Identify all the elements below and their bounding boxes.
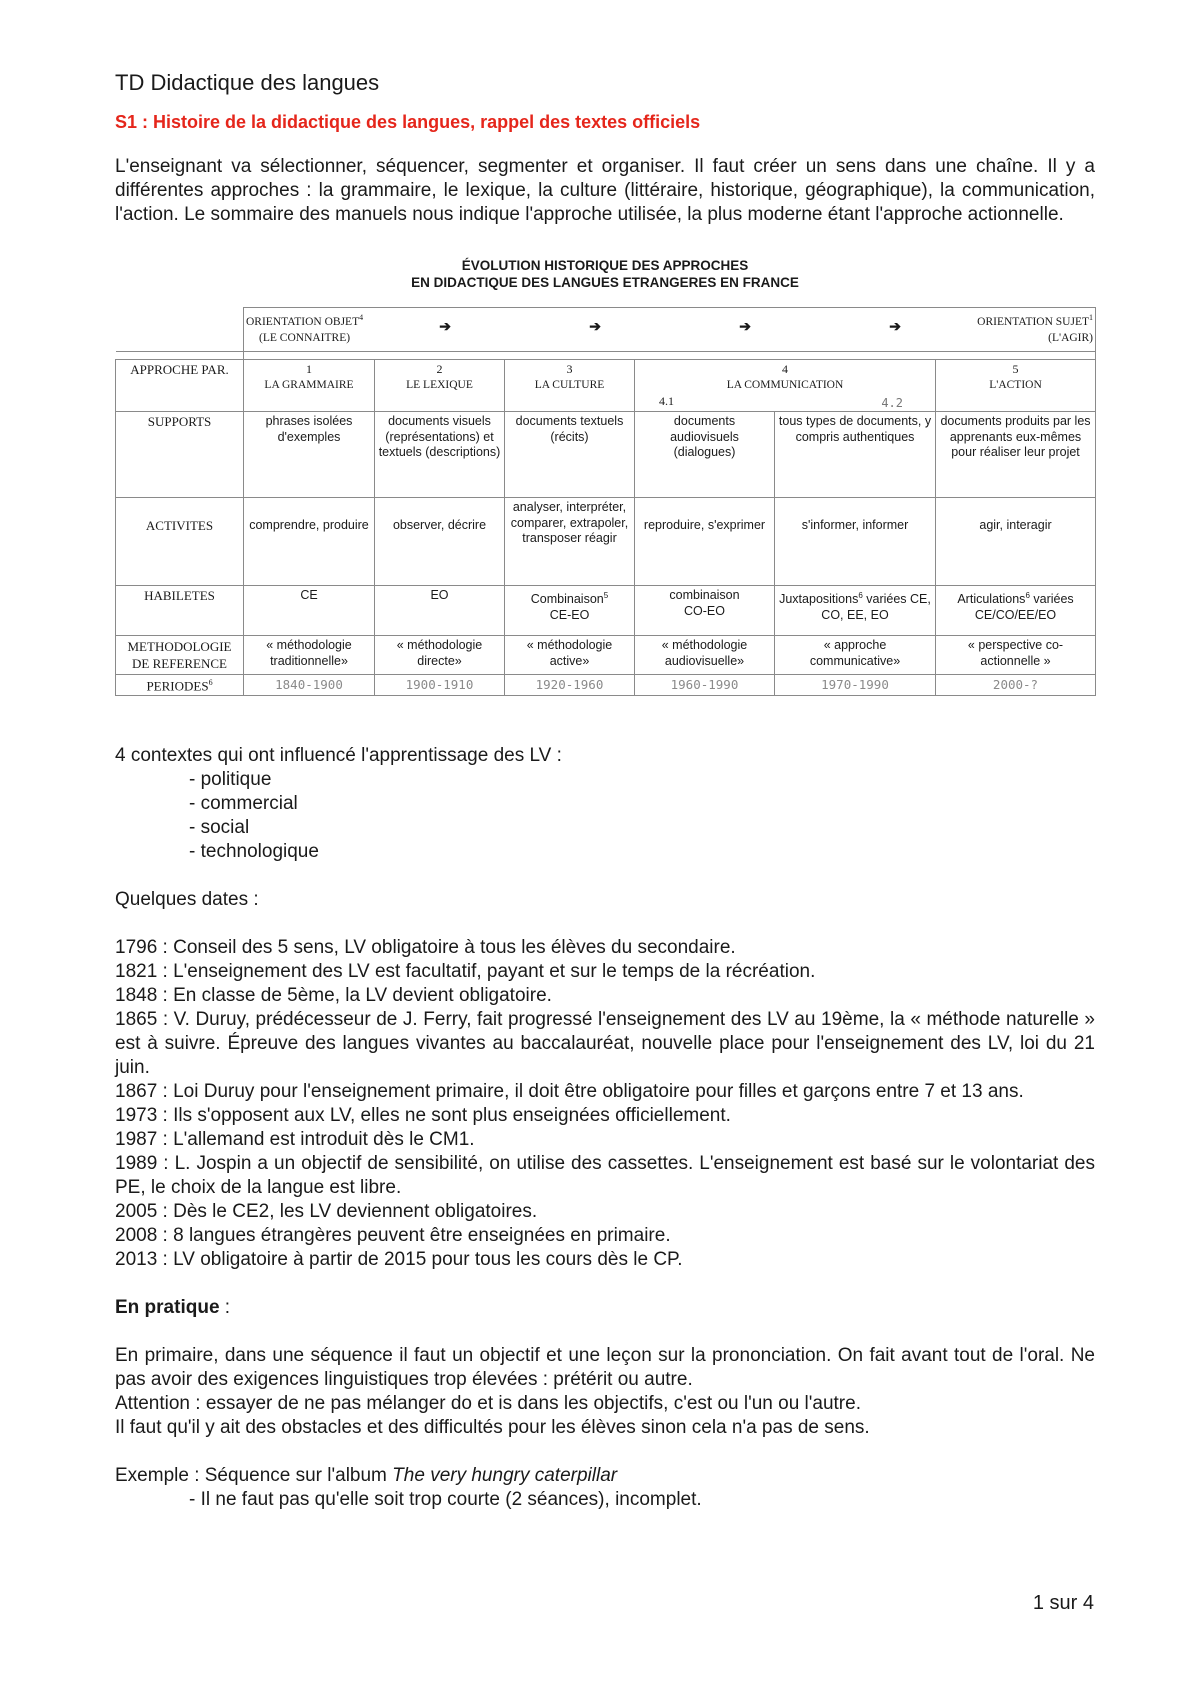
orientation-arrows	[370, 320, 970, 336]
table-cell: documents produits par les apprenants eux-mêmes pour réaliser leur projet	[936, 412, 1096, 498]
list-item: - politique	[189, 768, 272, 790]
orientation-band	[244, 308, 1095, 348]
document-page	[115, 70, 1095, 1512]
periodes-row	[116, 675, 1096, 696]
intro-paragraph: L'enseignant va sélectionner, séquencer, segmenter et organiser. Il faut créer un sens dans une chaîne. Il y a différentes approches : la grammaire, le lexique, la culture (littéraire, historique, géographique), la communication, l'action. Le sommaire des manuels nous indique l'approche utilisée, la plus moderne étant l'approche actionnelle.	[115, 156, 1095, 225]
example-item: - Il ne faut pas qu'elle soit trop courte (2 séances), incomplet.	[189, 1488, 702, 1510]
row-header-approche: APPROCHE PAR.	[116, 360, 244, 412]
contexts-heading: 4 contextes qui ont influencé l'apprentissage des LV :	[115, 744, 562, 766]
table-cell: observer, décrire	[375, 498, 505, 586]
table-cell: 1970-1990	[775, 675, 936, 696]
orientation-row	[116, 308, 1096, 352]
table-cell: 1840-1900	[244, 675, 375, 696]
row-header-methodologie: METHODOLOGIE DE REFERENCE	[116, 636, 244, 675]
date-entry: 1987 : L'allemand est introduit dès le CM1.	[115, 1128, 475, 1150]
table-cell: « méthodologie directe»	[375, 636, 505, 675]
page-number: 1 sur 4	[1032, 1592, 1094, 1614]
approach-name: LA COMMUNICATION	[726, 378, 844, 391]
table-cell: documents visuels (représentations) et textuels (descriptions)	[375, 412, 505, 498]
evolution-table-block	[115, 257, 1095, 696]
pratique-heading: En pratique	[115, 1296, 220, 1318]
table-cell: « méthodologie traditionnelle»	[244, 636, 375, 675]
date-entry: 1867 : Loi Duruy pour l'enseignement primaire, il doit être obligatoire pour filles et garçons entre 7 et 13 ans.	[115, 1080, 1024, 1102]
table-cell: comprendre, produire	[244, 498, 375, 586]
table-cell: analyser, interpréter, comparer, extrapoler, transposer réagir	[505, 498, 635, 586]
table-cell: Articulations$^6$ variées CE/CO/EE/EO	[936, 586, 1096, 636]
pratique-paragraph: Attention : essayer de ne pas mélanger do et is dans les objectifs, c'est ou l'un ou l'autre.	[115, 1392, 861, 1414]
habiletes-row	[116, 586, 1096, 636]
approach-name: L'ACTION	[989, 378, 1042, 391]
approach-row: APPROCHE PAR. 1 LA GRAMMAIRE 2 LE LEXIQUE 3 LA CULTURE 4 LA COMMUNICATION 4.1 4.2 5 L'ACTION	[116, 360, 1096, 412]
album-title: The very hungry caterpillar	[392, 1464, 618, 1486]
date-entry: 2013 : LV obligatoire à partir de 2015 pour tous les cours dès le CP.	[115, 1248, 683, 1270]
evolution-table	[115, 307, 1096, 696]
table-cell: tous types de documents, y compris authentiques	[775, 412, 936, 498]
sub-approach-label: 4.1	[659, 393, 674, 408]
approach-name: LA CULTURE	[534, 378, 605, 391]
methodologie-row	[116, 636, 1096, 675]
table-cell: Combinaison$^5$ CE-EO	[505, 586, 635, 636]
row-header-periodes: PERIODES$^6$	[116, 675, 244, 696]
date-entry: 1973 : Ils s'opposent aux LV, elles ne sont plus enseignées officiellement.	[115, 1104, 731, 1126]
pratique-paragraph: En primaire, dans une séquence il faut un objectif et une leçon sur la prononciation. On fait avant tout de l'oral. Ne pas avoir des exigences linguistiques trop élevées : prétérit ou autre.	[115, 1344, 1095, 1390]
row-header-activites: ACTIVITES	[116, 498, 244, 586]
section-title: S1 : Histoire de la didactique des langues, rappel des textes officiels	[115, 112, 701, 132]
table-cell: 1900-1910	[375, 675, 505, 696]
pratique-heading-line: En pratique :	[115, 1296, 231, 1318]
date-entry: 2008 : 8 langues étrangères peuvent être enseignées en primaire.	[115, 1224, 671, 1246]
row-header-supports: SUPPORTS	[116, 412, 244, 498]
table-cell: 2000-?	[936, 675, 1096, 696]
table-title-line-1: ÉVOLUTION HISTORIQUE DES APPROCHES	[461, 258, 749, 273]
table-cell: phrases isolées d'exemples	[244, 412, 375, 498]
approach-name: LA GRAMMAIRE	[264, 378, 354, 391]
date-entry: 1865 : V. Duruy, prédécesseur de J. Ferry, fait progressé l'enseignement des LV au 19ème, la « méthode naturelle » est à suivre. Épreuve des langues vivantes au baccalauréat, nouvelle place pour l'enseignement des LV, loi du 21 juin.	[115, 1008, 1095, 1078]
list-item: - technologique	[189, 840, 319, 862]
table-cell: agir, interagir	[936, 498, 1096, 586]
supports-row	[116, 412, 1096, 498]
table-cell: 1960-1990	[635, 675, 775, 696]
table-cell: EO	[375, 586, 505, 636]
date-entry: 1796 : Conseil des 5 sens, LV obligatoire à tous les élèves du secondaire.	[115, 936, 736, 958]
arrow-icon: ➔	[739, 320, 751, 335]
table-title-line-2: EN DIDACTIQUE DES LANGUES ETRANGERES EN FRANCE	[411, 275, 799, 290]
row-header-habiletes: HABILETES	[116, 586, 244, 636]
list-item: - commercial	[189, 792, 298, 814]
table-cell: « approche communicative»	[775, 636, 936, 675]
list-item: - social	[189, 816, 250, 838]
table-cell: Juxtapositions$^6$ variées CE, CO, EE, EO	[775, 586, 936, 636]
table-cell: « méthodologie active»	[505, 636, 635, 675]
table-cell: 1920-1960	[505, 675, 635, 696]
pratique-paragraph: Il faut qu'il y ait des obstacles et des difficultés pour les élèves sinon cela n'a pas de sens.	[115, 1416, 870, 1438]
table-title	[115, 257, 1095, 291]
table-cell: « perspective co-actionnelle »	[936, 636, 1096, 675]
date-entry: 1821 : L'enseignement des LV est facultatif, payant et sur le temps de la récréation.	[115, 960, 816, 982]
table-cell: CE	[244, 586, 375, 636]
table-cell: s'informer, informer	[775, 498, 936, 586]
date-entry: 1848 : En classe de 5ème, la LV devient obligatoire.	[115, 984, 552, 1006]
sub-approach-label: 4.2	[881, 395, 903, 410]
arrow-icon: ➔	[589, 320, 601, 335]
date-entry: 2005 : Dès le CE2, les LV deviennent obligatoires.	[115, 1200, 538, 1222]
example-line: Exemple : Séquence sur l'album The very hungry caterpillar	[115, 1464, 618, 1486]
approach-name: LE LEXIQUE	[406, 378, 473, 391]
table-cell: combinaison CO-EO	[635, 586, 775, 636]
dates-heading: Quelques dates :	[115, 888, 259, 910]
table-cell: reproduire, s'exprimer	[635, 498, 775, 586]
orientation-subject: ORIENTATION SUJET$^1$ (L'AGIR)	[977, 313, 1094, 344]
table-cell: documents textuels (récits)	[505, 412, 635, 498]
arrow-icon: ➔	[889, 320, 901, 335]
date-entry: 1989 : L. Jospin a un objectif de sensibilité, on utilise des cassettes. L'enseignement est basé sur le volontariat des PE, le choix de la langue est libre.	[115, 1152, 1095, 1198]
orientation-object: ORIENTATION OBJET$^4$ (LE CONNAITRE)	[246, 313, 364, 344]
arrow-icon: ➔	[439, 320, 451, 335]
document-title: TD Didactique des langues	[115, 70, 380, 95]
table-cell: « méthodologie audiovisuelle»	[635, 636, 775, 675]
table-cell: documents audiovisuels (dialogues)	[635, 412, 775, 498]
activites-row	[116, 498, 1096, 586]
